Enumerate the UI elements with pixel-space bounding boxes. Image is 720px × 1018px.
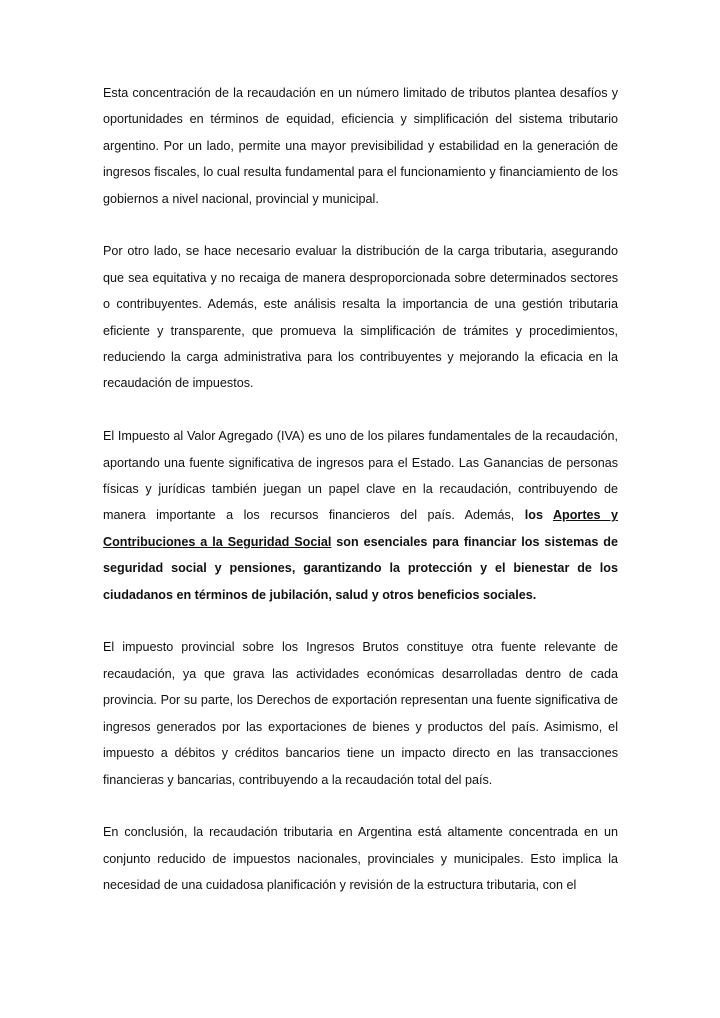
underlined-seguridad-social: Aportes y Contribuciones a la Seguridad Social xyxy=(103,508,618,549)
iva-lead-text: El Impuesto al Valor Agregado (IVA) es uno de los pilares fundamentales de la recaudación, aportando una fuente significativa de ingresos para el Estado. Las Ganancias de personas físicas y jurídicas también juegan un papel clave en la recaudación, contribuyendo de manera importante a los recursos financieros del país. Además, xyxy=(103,429,618,523)
bold-text-esenciales: son esenciales para financiar los sistemas de seguridad social y pensiones, garantizando la protección y el bienestar de los ciudadanos en términos de jubilación, salud y otros beneficios sociales. xyxy=(103,534,618,602)
paragraph-concentracion: Esta concentración de la recaudación en un número limitado de tributos plantea desafíos y oportunidades en términos de equidad, eficiencia y simplificación del sistema tributario argentino. Por un lado, permite una mayor previsibilidad y estabilidad en la generación de ingresos fiscales, lo cual resulta fundamental para el funcionamiento y financiamiento de los gobiernos a nivel nacional, provincial y municipal. xyxy=(103,86,618,206)
paragraph-carga-tributaria: Por otro lado, se hace necesario evaluar la distribución de la carga tributaria, asegurando que sea equitativa y no recaiga de manera desproporcionada sobre determinados sectores o contribuyentes. Además, este análisis resalta la importancia de una gestión tributaria eficiente y transparente, que promueva la simplificación de trámites y procedimientos, reduciendo la carga administrativa para los contribuyentes y mejorando la eficacia en la recaudación de impuestos. xyxy=(103,244,618,391)
paragraph-ingresos-brutos: El impuesto provincial sobre los Ingresos Brutos constituye otra fuente relevante de recaudación, ya que grava las actividades económicas desarrolladas dentro de cada provincia. Por su parte, los Derechos de exportación representan una fuente significativa de ingresos generados por las exportaciones de bienes y productos del país. Asimismo, el impuesto a débitos y créditos bancarios tiene un impacto directo en las transacciones financieras y bancarias, contribuyendo a la recaudación total del país. xyxy=(103,640,618,787)
paragraph-conclusion: En conclusión, la recaudación tributaria en Argentina está altamente concentrada en un conjunto reducido de impuestos nacionales, provinciales y municipales. Esto implica la necesidad de una cuidadosa planificación y revisión de la estructura tributaria, con el xyxy=(103,825,618,893)
bold-text-los: los xyxy=(524,508,553,523)
document-page xyxy=(103,80,618,925)
paragraph-iva xyxy=(103,423,618,608)
